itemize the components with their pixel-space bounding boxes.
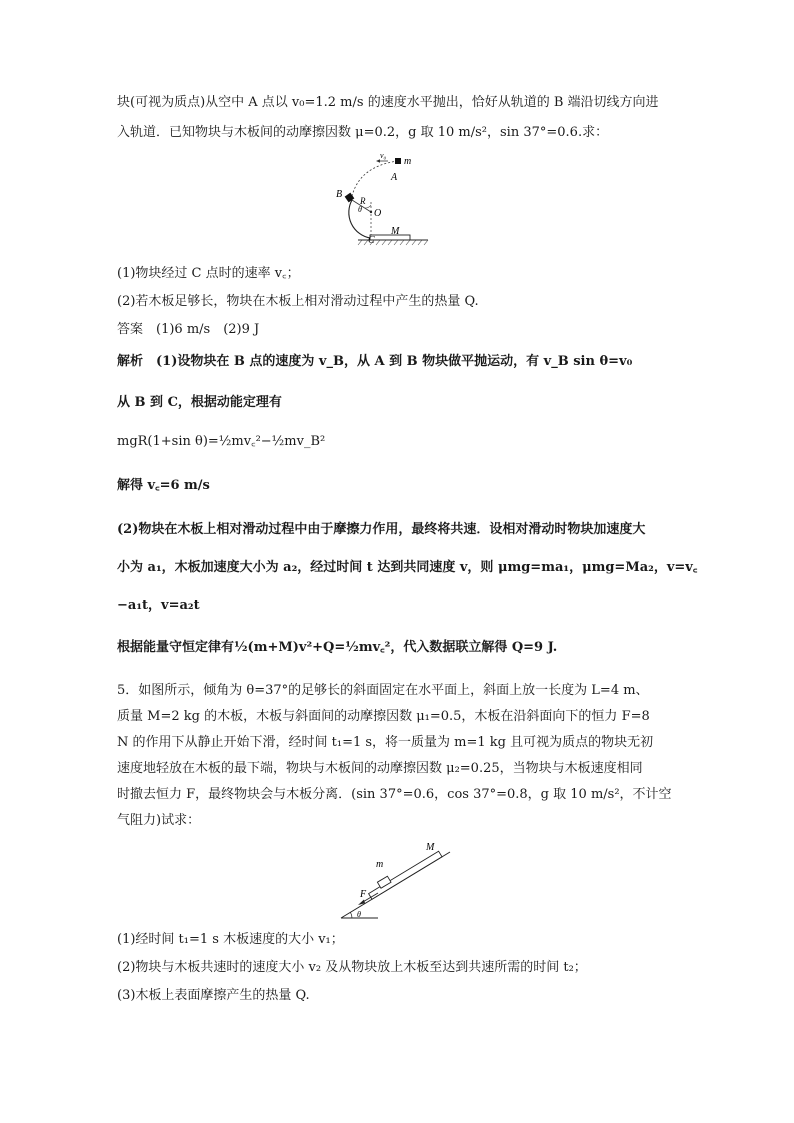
p4-solution-line8: 根据能量守恒定律有½(m+M)v²+Q=½mv꜀²，代入数据联立解得 Q=9 J. bbox=[117, 640, 558, 655]
p5-line3: N 的作用下从静止开始下滑，经时间 t₁=1 s，将一质量为 m=1 kg 且可视为质点的物块无初 bbox=[117, 735, 654, 750]
p4-solution-line1: 解析 (1)设物块在 B 点的速度为 v_B，从 A 到 B 物块做平抛运动，有 v_B sin θ=v₀ bbox=[117, 354, 633, 369]
label-m: m bbox=[376, 859, 384, 870]
p4-q2: (2)若木板足够长，物块在木板上相对滑动过程中产生的热量 Q. bbox=[117, 294, 479, 309]
p4-intro-line2: 入轨道．已知物块与木板间的动摩擦因数 μ=0.2，g 取 10 m/s²，sin 37°=0.6.求： bbox=[117, 125, 609, 140]
p4-solution-line5: (2)物块在木板上相对滑动过程中由于摩擦力作用，最终将共速．设相对滑动时物块加速度大 bbox=[117, 522, 646, 537]
figure-circular-track bbox=[338, 148, 448, 258]
p4-solution-line7: −a₁t，v=a₂t bbox=[117, 598, 200, 613]
p5-line1: 5．如图所示，倾角为 θ=37°的足够长的斜面固定在水平面上，斜面上放一长度为 L=4 m、 bbox=[117, 683, 649, 698]
label-m: m bbox=[404, 156, 412, 167]
p4-solution-line2: 从 B 到 C，根据动能定理有 bbox=[117, 395, 282, 410]
label-A: A bbox=[391, 172, 398, 183]
label-R: R bbox=[360, 196, 366, 206]
p5-q1: (1)经时间 t₁=1 s 木板速度的大小 v₁； bbox=[117, 932, 344, 947]
p4-answer: 答案 (1)6 m/s (2)9 J bbox=[117, 322, 260, 337]
label-C: C bbox=[368, 235, 375, 246]
p4-intro-line1: 块(可视为质点)从空中 A 点以 v₀=1.2 m/s 的速度水平抛出，恰好从轨道的 B 端沿切线方向进 bbox=[117, 95, 659, 110]
figure-incline bbox=[338, 838, 458, 923]
label-M: M bbox=[391, 226, 400, 237]
label-M: M bbox=[426, 842, 435, 853]
p5-line6: 气阻力)试求： bbox=[117, 813, 201, 828]
p5-q3: (3)木板上表面摩擦产生的热量 Q. bbox=[117, 988, 310, 1003]
label-O: O bbox=[374, 208, 382, 219]
label-F: F bbox=[360, 889, 367, 900]
p4-solution-line6: 小为 a₁，木板加速度大小为 a₂，经过时间 t 达到共同速度 v，则 μmg=ma₁，μmg=Ma₂，v=v꜀ bbox=[117, 560, 698, 575]
p4-q1: (1)物块经过 C 点时的速率 v꜀； bbox=[117, 266, 300, 281]
p5-line5: 时撤去恒力 F，最终物块会与木板分离．(sin 37°=0.6，cos 37°=0.8，g 取 10 m/s²，不计空 bbox=[117, 787, 672, 802]
p4-solution-line3: mgR(1+sin θ)=½mv꜀²−½mv_B² bbox=[117, 434, 326, 449]
label-theta: θ bbox=[357, 910, 361, 919]
p4-solution-line4: 解得 v꜀=6 m/s bbox=[117, 478, 210, 493]
p5-line4: 速度地轻放在木板的最下端，物块与木板间的动摩擦因数 μ₂=0.25，当物块与木板速度相同 bbox=[117, 761, 643, 776]
label-theta: θ bbox=[358, 205, 362, 214]
label-B: B bbox=[336, 189, 343, 200]
label-v0: v₀ bbox=[380, 151, 387, 160]
p5-q2: (2)物块与木板共速时的速度大小 v₂ 及从物块放上木板至达到共速所需的时间 t₂； bbox=[117, 960, 587, 975]
p5-line2: 质量 M=2 kg 的木板，木板与斜面间的动摩擦因数 μ₁=0.5，木板在沿斜面向下的恒力 F=8 bbox=[117, 709, 650, 724]
